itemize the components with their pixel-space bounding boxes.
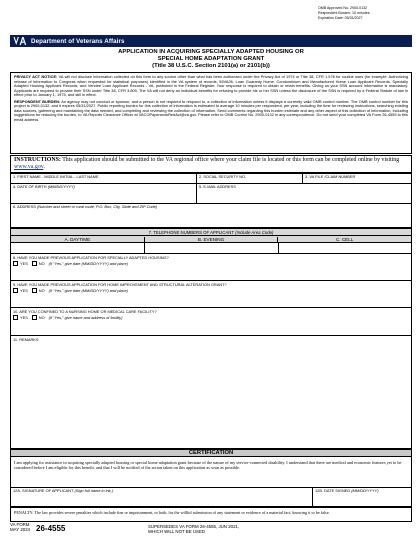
remarks-label: 11. REMARKS [13, 337, 39, 342]
certification-heading [10, 449, 412, 457]
instructions-label: INSTRUCTIONS: [14, 157, 61, 163]
phone-cell-field[interactable] [279, 243, 411, 253]
q9-no-checkbox[interactable] [32, 288, 37, 293]
agency-header [10, 35, 412, 47]
instructions-end: . [43, 164, 45, 171]
q10-yes-label: YES [20, 315, 28, 320]
q9-yes-checkbox[interactable] [13, 288, 18, 293]
row-phone-values [10, 243, 412, 254]
penalty-label: PENALTY: [14, 510, 34, 515]
remarks-field[interactable] [10, 336, 412, 449]
q10-no-checkbox[interactable] [32, 315, 37, 320]
row-signature [10, 488, 412, 507]
phone-subheadings [10, 236, 412, 243]
ssn-label: 2. SOCIAL SECURITY NO. [199, 174, 247, 179]
q9-hint: (If "Yes," give date (MM/DD/YYYY) and place) [48, 288, 128, 293]
omb-burden: Respondent Burden: 10 minutes [318, 11, 370, 15]
agency-name: Department of Veterans Affairs [31, 37, 125, 45]
form-footer [10, 523, 412, 539]
phone-daytime-field[interactable] [11, 243, 145, 253]
q8-label: 8. HAVE YOU MADE PREVIOUS APPLICATION FOR SPECIALLY ADAPTED HOUSING? [13, 255, 169, 260]
email-label: 5. E-MAIL ADDRESS [199, 184, 236, 189]
phone-cell-label: C. CELL [335, 236, 354, 242]
certification-text: I am applying for assistance in acquiring specially adapted housing or special home adaptation grant because of the nature of my service-connected disability. I understand that there are medical and economic features yet to be considered before I am eligible for this benefit, and that I will be notified of the action taken on this application as soon as possible. [14, 460, 402, 471]
row-name-ssn-file [10, 173, 412, 184]
q10-label: 10. ARE YOU CONFINED TO A NURSING HOME OR MEDICAL CARE FACILITY? [13, 309, 157, 314]
date-signed-field[interactable] [313, 488, 411, 506]
q9-label: 9. HAVE YOU MADE PREVIOUS APPLICATION FOR HOME IMPROVEMENT AND STRUCTURAL ALTERATION GRANT? [13, 282, 227, 287]
name-label: 1. FIRST NAME - MIDDLE INITIAL - LAST NAME [13, 174, 99, 179]
certification-title: CERTIFICATION [188, 450, 234, 456]
q8-no-label: NO [38, 261, 45, 266]
signature-hint: (Sign full name in ink.) [74, 488, 113, 493]
footer-va-form: VA FORM [10, 522, 30, 527]
date-signed-label: 12B. DATE SIGNED [315, 488, 351, 493]
privacy-text: VA will not disclose information collected on this form to any source other than what has been authorized under the Privacy Act of 1974 or Title 38, CFR 1.576 for routine uses (for example: Authorizing release of information to Congress when requested for statistical purposes) identified in the VA system of records, 55VA26, Loan Guaranty Home, Condominium and Manufactured Home Loan Applicant Records, Specially Adapted Housing Applicant Records, and Vendee Loan Applicant Records - VA, published in the Federal Register. Your response is required to obtain or retain benefits. Giving us your SSN account information is mandatory. Applicants are required to provide their SSN under Title 38, CFR 3.809. The VA will not deny an individual benefits for refusing to provide his or her SSN unless the disclosure of the SSN is required by a Federal Statute of law in effect prior to January 1, 1975, and still in effect. [14, 74, 408, 98]
footer-supersedes: SUPERSEDES VA FORM 26-4555, JUN 2021, [148, 524, 240, 529]
q8-no-checkbox[interactable] [32, 261, 37, 266]
q8-yes-checkbox[interactable] [13, 261, 18, 266]
omb-expiration: Expiration Date: 05/31/2027 [318, 16, 363, 20]
date-signed-hint: (MM/DD/YYYY) [351, 488, 379, 493]
burden-label: RESPONDENT BURDEN: [14, 98, 61, 104]
penalty-text: The law provides severe penalties which include fine or imprisonment, or both, for the willful submission of any statement or evidence of a material fact, knowing it to be false. [34, 510, 330, 515]
question-10 [10, 308, 412, 336]
phone-heading [10, 228, 412, 236]
phone-evening-field[interactable] [145, 243, 279, 253]
phone-hint: (Include Area Code) [235, 229, 274, 235]
dob-field[interactable] [11, 184, 197, 203]
instructions-text: This application should be submitted to the VA regional office where your claim file is located or this form can be completed online by visiting [62, 157, 400, 163]
phone-label: 7. TELEPHONE NUMBERS OF APPLICANT [148, 229, 234, 235]
burden-text: An agency may not conduct or sponsor, and a person is not required to respond to, a collection of information unless it displays a currently valid OMB control number. The OMB control number for this project is 2900-0132, and it expires 05/31/2027. Public reporting burden for this collection of information is estimated to average 10 minutes per respondent, per year, including the time for reviewing instructions, searching existing data sources, gathering and maintaining the data needed, and completing and reviewing the collection of information. Send comments regarding this burden estimate and any other aspect of this collection of information, including suggestions for reducing the burden, to VA Reports Clearance Officer at VACOPaperworkRedAct@va.gov. Please refer to OMB Control No. 2900-0132 in any correspondence. Do not send your completed VA Form 26-4555 to this email address. [14, 98, 409, 122]
address-hint: (Number and street or rural route, P.O. Box, City, State and ZIP Code) [37, 204, 158, 209]
va-file-field[interactable] [303, 174, 411, 183]
q10-hint: (If "Yes," give name and address of facility) [48, 315, 123, 320]
va-gov-link[interactable]: www.va.gov [14, 164, 44, 171]
footer-form-number: 26-4555 [36, 524, 66, 533]
omb-approval: OMB Approved No. 2900-0132 [318, 6, 368, 10]
email-field[interactable] [197, 184, 411, 203]
va-file-label: 3. VA FILE /CLAIM NUMBER [305, 174, 356, 179]
ssn-field[interactable] [197, 174, 303, 183]
penalty-notice [10, 507, 412, 522]
title-line-2: SPECIAL HOME ADAPTATION GRANT [157, 56, 265, 62]
form-title [10, 49, 412, 70]
privacy-notice [10, 72, 412, 154]
q8-hint: (If "Yes," give date (MM/DD/YYYY) and place) [48, 261, 128, 266]
omb-info [318, 6, 416, 21]
q9-no-label: NO [38, 288, 45, 293]
question-9 [10, 281, 412, 308]
phone-evening-label: B. EVENING [145, 237, 279, 242]
name-field[interactable] [11, 174, 197, 183]
q10-yes-checkbox[interactable] [13, 315, 18, 320]
instructions [10, 155, 412, 173]
footer-date: MAY 2024 [10, 526, 31, 532]
row-address [10, 204, 412, 228]
dob-hint: (MM/DD/YYYY) [47, 184, 75, 189]
dob-label: 4. DATE OF BIRTH [13, 184, 47, 189]
address-field[interactable] [11, 204, 411, 227]
question-8 [10, 254, 412, 281]
footer-not-used: WHICH WILL NOT BE USED [148, 529, 206, 534]
va-logo-icon [13, 36, 28, 46]
q8-yes-label: YES [20, 261, 28, 266]
q9-yes-label: YES [20, 288, 28, 293]
signature-field[interactable] [11, 488, 313, 506]
row-dob-email [10, 184, 412, 204]
q10-no-label: NO [38, 315, 45, 320]
address-label: 6. ADDRESS [13, 204, 36, 209]
title-line-3: (Title 38 U.S.C. Section 2101(a) or 2101(b)) [152, 63, 270, 69]
signature-label: 12A. SIGNATURE OF APPLICANT [13, 488, 74, 493]
phone-daytime-label: A. DAYTIME [11, 237, 145, 242]
certification-statement [10, 457, 412, 488]
privacy-label: PRIVACY ACT NOTICE: [14, 74, 58, 79]
title-line-1: APPLICATION IN ACQUIRING SPECIALLY ADAPTED HOUSING OR [118, 49, 304, 55]
